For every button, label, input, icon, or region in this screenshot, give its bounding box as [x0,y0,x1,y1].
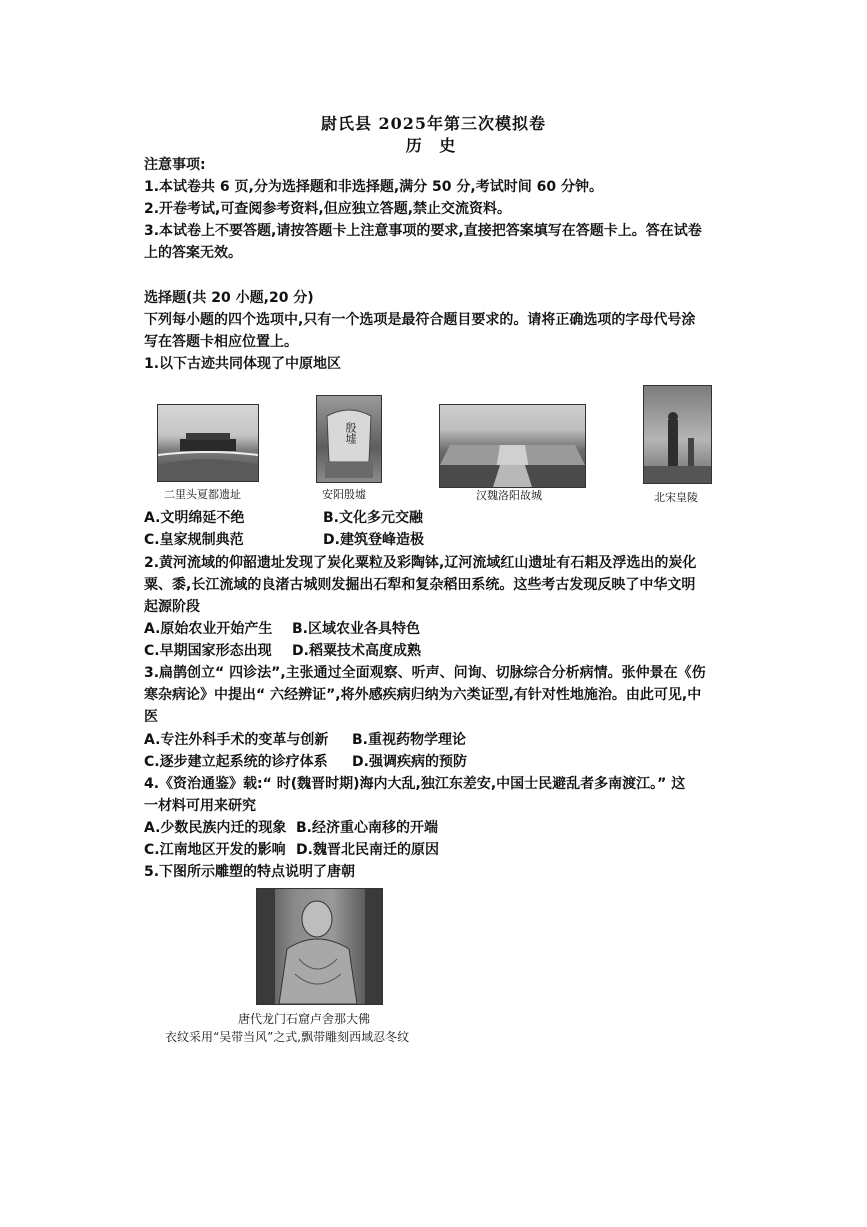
exam-title: 尉氏县 2025年第三次模拟卷 [320,114,547,133]
song-tomb-photo [643,385,712,484]
option-a: A.专注外科手术的变革与创新 [144,732,329,748]
notice-item: 1.本试卷共 6 页,分为选择题和非选择题,满分 50 分,考试时间 60 分钟。 [144,179,603,195]
luoyang-city-drawing [440,405,585,487]
option-b: B.重视药物学理论 [352,732,466,748]
option-d: D.建筑登峰造极 [323,532,424,548]
question-5-stem: 5.下图所示雕塑的特点说明了唐朝 [144,864,356,880]
question-1-stem: 1.以下古迹共同体现了中原地区 [144,356,342,372]
photo-caption: 安阳殷墟 [322,488,366,501]
question-2-line: 起源阶段 [144,599,200,615]
song-tomb-drawing [644,386,711,483]
option-b: B.经济重心南移的开端 [296,820,438,836]
lushena-buddha-photo [256,888,383,1005]
option-d: D.强调疾病的预防 [352,754,467,770]
option-c: C.皇家规制典范 [144,532,244,548]
question-3-line: 医 [144,709,158,725]
notice-item: 上的答案无效。 [144,245,242,261]
option-d: D.魏晋北民南迁的原因 [296,842,439,858]
notice-heading: 注意事项: [144,157,206,173]
luoyang-city-photo [439,404,586,488]
section-heading: 选择题(共 20 小题,20 分) [144,290,314,306]
subject-title: 历 史 [405,136,462,155]
option-c: C.江南地区开发的影响 [144,842,286,858]
stele-inscription: 殷墟 [344,422,357,444]
erlitou-site-photo [157,404,259,482]
sculpture-caption: 唐代龙门石窟卢舍那大佛 [238,1012,371,1026]
option-c: C.早期国家形态出现 [144,643,272,659]
photo-caption: 北宋皇陵 [654,491,698,504]
option-b: B.区域农业各具特色 [292,621,420,637]
question-3-line: 3.扁鹊创立“ 四诊法”,主张通过全面观察、听声、问询、切脉综合分析病情。张仲景在《伤 [144,665,706,681]
section-instruction: 下列每小题的四个选项中,只有一个选项是最符合题目要求的。请将正确选项的字母代号涂 [144,312,696,328]
option-b: B.文化多元交融 [323,510,423,526]
question-3-line: 寒杂病论》中提出“ 六经辨证”,将外感疾病归纳为六类证型,有针对性地施治。由此可见,中 [144,687,702,703]
notice-item: 2.开卷考试,可查阅参考资料,但应独立答题,禁止交流资料。 [144,201,512,217]
question-2-line: 粟、黍,长江流域的良渚古城则发掘出石犁和复杂稻田系统。这些考古发现反映了中华文明 [144,577,696,593]
section-instruction: 写在答题卡相应位置上。 [144,334,298,350]
photo-caption: 二里头夏都遗址 [164,488,241,501]
option-d: D.稻粟技术高度成熟 [292,643,421,659]
option-a: A.少数民族内迁的现象 [144,820,287,836]
sculpture-description: 衣纹采用“吴带当风”之式,飘带雕刻西域忍冬纹 [165,1030,410,1044]
question-2-line: 2.黄河流域的仰韶遗址发现了炭化粟粒及彩陶钵,辽河流域红山遗址有石耜及浮选出的炭化 [144,555,697,571]
photo-caption: 汉魏洛阳故城 [476,489,542,502]
yinxu-stele-photo [316,395,382,483]
question-4-line: 4.《资治通鉴》载:“ 时(魏晋时期)海内大乱,独江东差安,中国士民避乱者多南渡江。” 这 [144,776,686,792]
option-a: A.文明绵延不绝 [144,510,245,526]
option-a: A.原始农业开始产生 [144,621,273,637]
buddha-drawing [257,889,382,1004]
erlitou-site-drawing [158,405,258,481]
question-4-line: 一材料可用来研究 [144,798,256,814]
option-c: C.逐步建立起系统的诊疗体系 [144,754,328,770]
notice-item: 3.本试卷上不要答题,请按答题卡上注意事项的要求,直接把答案填写在答题卡上。答在试卷 [144,223,702,239]
